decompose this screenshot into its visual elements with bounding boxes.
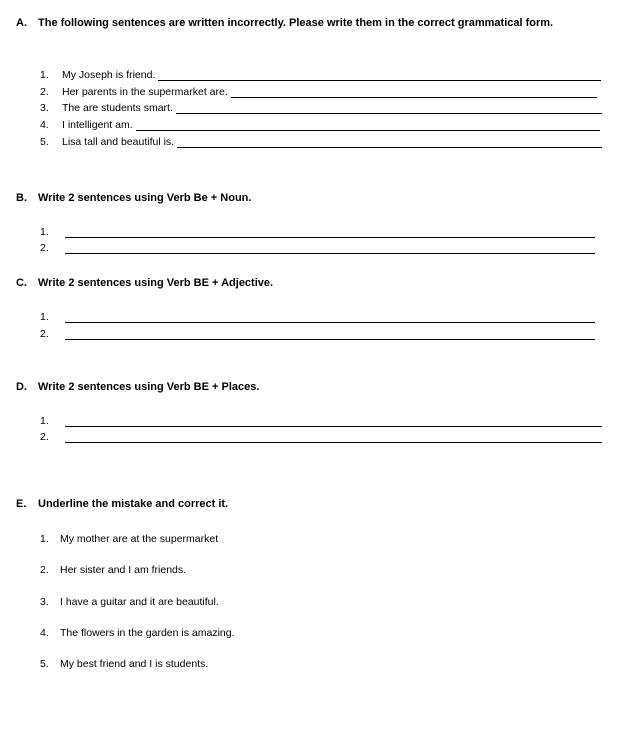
section-e-title: Underline the mistake and correct it. (38, 498, 229, 510)
b-item-1-number: 1. (40, 226, 49, 238)
d-item-1-number: 1. (40, 415, 49, 427)
b-item-2-number: 2. (40, 242, 49, 254)
e-item-3-text: I have a guitar and it are beautiful. (60, 596, 219, 608)
a-item-4-number: 4. (40, 119, 49, 131)
section-d-letter: D. (16, 381, 27, 393)
a-item-4 (40, 117, 600, 131)
a-item-2-answer-line[interactable] (231, 88, 597, 98)
c-item-2 (40, 326, 595, 340)
a-item-5-number: 5. (40, 136, 49, 148)
section-a-heading (16, 17, 553, 29)
d-item-1-answer-line[interactable] (65, 417, 602, 427)
section-c-heading (16, 277, 273, 289)
section-a-letter: A. (16, 17, 27, 29)
a-item-1 (40, 67, 601, 81)
e-item-5-number: 5. (40, 658, 49, 670)
a-item-5-answer-line[interactable] (177, 138, 602, 148)
a-item-5 (40, 134, 602, 148)
c-item-1-answer-line[interactable] (65, 313, 595, 323)
b-item-1 (40, 224, 595, 238)
a-item-2 (40, 84, 597, 98)
d-item-2 (40, 429, 602, 443)
a-item-4-answer-line[interactable] (136, 121, 600, 131)
d-item-1 (40, 413, 602, 427)
section-c-title: Write 2 sentences using Verb BE + Adjective. (38, 277, 274, 289)
e-item-2-number: 2. (40, 564, 49, 576)
a-item-1-answer-line[interactable] (158, 71, 601, 81)
b-item-2 (40, 240, 595, 254)
e-item-2 (40, 564, 186, 576)
e-item-3 (40, 596, 219, 608)
b-item-1-answer-line[interactable] (65, 228, 595, 238)
b-item-2-answer-line[interactable] (65, 244, 595, 254)
e-item-1 (40, 533, 218, 545)
e-item-4-number: 4. (40, 627, 49, 639)
c-item-2-number: 2. (40, 328, 49, 340)
a-item-2-number: 2. (40, 86, 49, 98)
e-item-1-text: My mother are at the supermarket (60, 533, 219, 545)
a-item-3-number: 3. (40, 102, 49, 114)
a-item-4-text: I intelligent am. (62, 119, 133, 131)
e-item-3-number: 3. (40, 596, 49, 608)
a-item-3-answer-line[interactable] (176, 104, 602, 114)
section-a-title: The following sentences are written incorrectly. Please write them in the correct grammatical form. (38, 17, 554, 29)
a-item-1-number: 1. (40, 69, 49, 81)
a-item-3-text: The are students smart. (62, 102, 173, 114)
section-c-letter: C. (16, 277, 27, 289)
a-item-2-text: Her parents in the supermarket are. (62, 86, 228, 98)
section-d-heading (16, 381, 259, 393)
section-e-letter: E. (16, 498, 27, 510)
e-item-5 (40, 658, 208, 670)
section-d-title: Write 2 sentences using Verb BE + Places. (38, 381, 260, 393)
d-item-2-answer-line[interactable] (65, 433, 602, 443)
section-b-title: Write 2 sentences using Verb Be + Noun. (38, 192, 252, 204)
e-item-2-text: Her sister and I am friends. (60, 564, 187, 576)
section-e-heading (16, 498, 228, 510)
e-item-5-text: My best friend and I is students. (60, 658, 209, 670)
e-item-4 (40, 627, 235, 639)
section-b-letter: B. (16, 192, 27, 204)
e-item-1-number: 1. (40, 533, 49, 545)
d-item-2-number: 2. (40, 431, 49, 443)
c-item-1 (40, 309, 595, 323)
e-item-4-text: The flowers in the garden is amazing. (60, 627, 235, 639)
a-item-3 (40, 100, 602, 114)
a-item-1-text: My Joseph is friend. (62, 69, 156, 81)
section-b-heading (16, 192, 251, 204)
c-item-1-number: 1. (40, 311, 49, 323)
c-item-2-answer-line[interactable] (65, 330, 595, 340)
a-item-5-text: Lisa tall and beautiful is. (62, 136, 175, 148)
